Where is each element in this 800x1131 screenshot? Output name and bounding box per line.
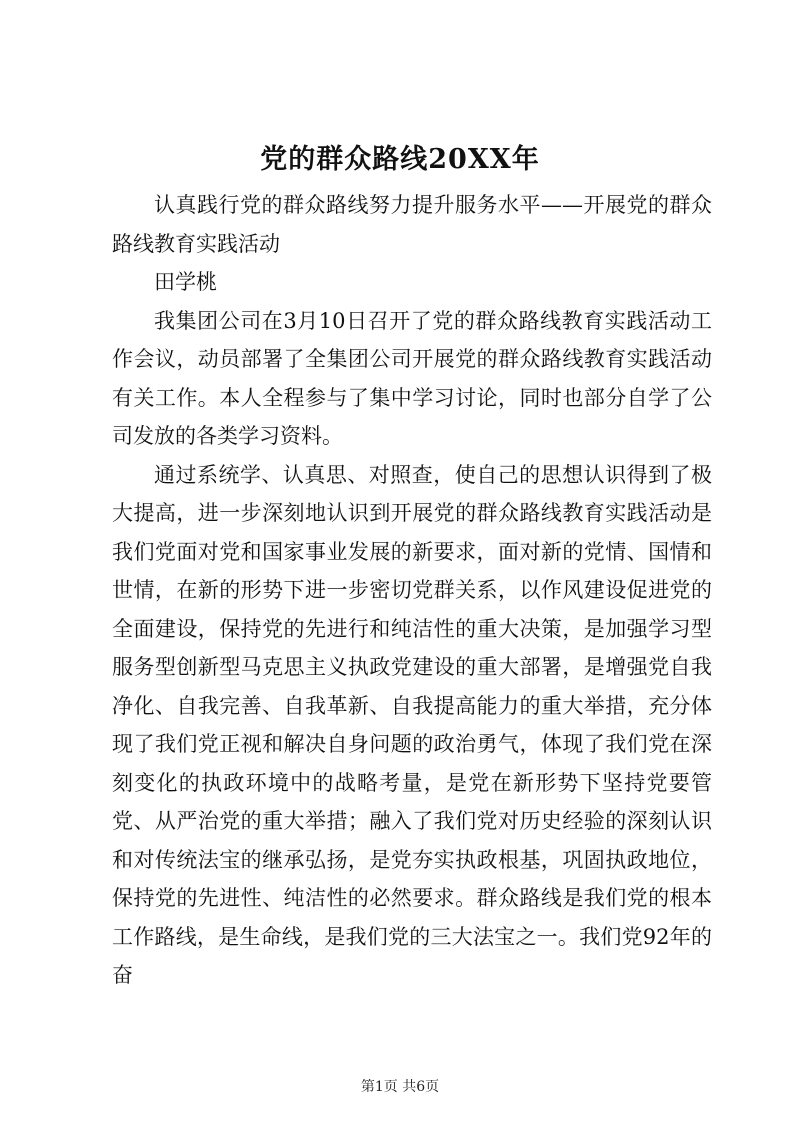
subtitle-paragraph: 认真践行党的群众路线努力提升服务水平——开展党的群众路线教育实践活动 <box>112 193 712 256</box>
document-body <box>112 186 712 995</box>
document-title: 党的群众路线20XX年 <box>260 144 540 175</box>
page-footer: 第1页 共6页 <box>360 1079 440 1095</box>
author-name: 田学桃 <box>154 270 217 294</box>
body-paragraph-1: 我集团公司在3月10日召开了党的群众路线教育实践活动工作会议，动员部署了全集团公司开展党的群众路线教育实践活动有关工作。本人全程参与了集中学习讨论，同时也部分自学了公司发放的各类学习资料。 <box>112 308 712 448</box>
body-paragraph-2: 通过系统学、认真思、对照查，使自己的思想认识得到了极大提高，进一步深刻地认识到开展党的群众路线教育实践活动是我们党面对党和国家事业发展的新要求，面对新的党情、国情和世情，在新的形势下进一步密切党群关系，以作风建设促进党的全面建设，保持党的先进行和纯洁性的重大决策，是加强学习型服务型创新型马克思主义执政党建设的重大部署，是增强党自我净化、自我完善、自我革新、自我提高能力的重大举措，充分体现了我们党正视和解决自身问题的政治勇气，体现了我们党在深刻变化的执政环境中的战略考量，是党在新形势下坚持党要管党、从严治党的重大举措；融入了我们党对历史经验的深刻认识和对传统法宝的继承弘扬，是党夯实执政根基，巩固执政地位，保持党的先进性、纯洁性的必然要求。群众路线是我们党的根本工作路线，是生命线，是我们党的三大法宝之一。我们党92年的奋 <box>112 462 712 987</box>
